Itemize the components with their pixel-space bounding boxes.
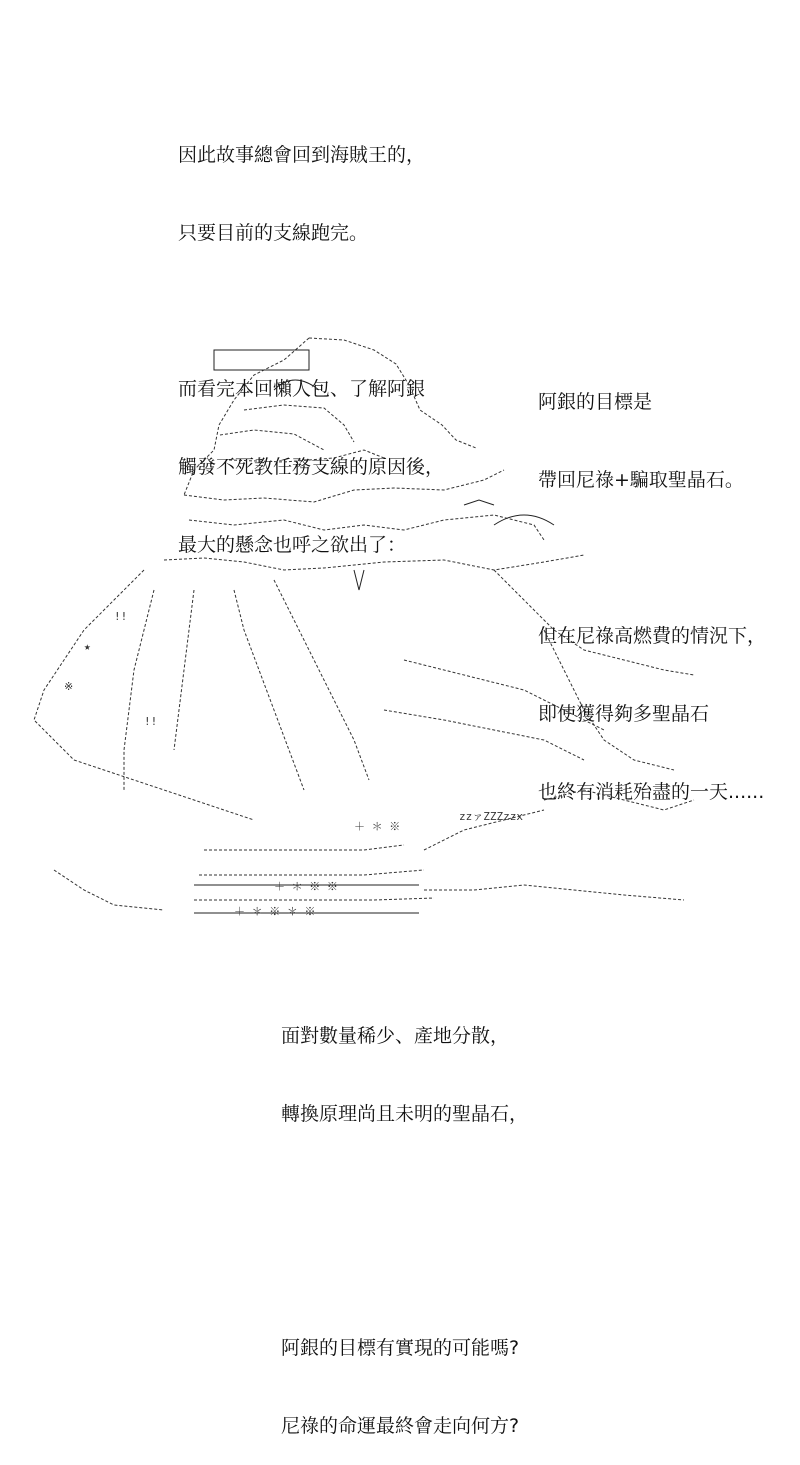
svg-text:＋ ＊ ※: ＋ ＊ ※ bbox=[354, 820, 401, 833]
question-line: 轉換原理尚且未明的聖晶石， bbox=[281, 1103, 529, 1125]
svg-text:!!: !! bbox=[114, 610, 128, 623]
ascii-art-drawing bbox=[24, 330, 724, 930]
question-line: 尼祿的命運最終會走向何方? bbox=[281, 1415, 520, 1437]
svg-text:★: ★ bbox=[84, 640, 91, 653]
svg-text:＋ ＊ ※ ※: ＋ ＊ ※ ※ bbox=[274, 880, 338, 893]
ascii-art-illustration bbox=[24, 330, 724, 930]
svg-text:＋ ＊ ※ ＊ ※: ＋ ＊ ※ ＊ ※ bbox=[234, 905, 316, 918]
intro-line: 觸發不死教任務支線的原因後， bbox=[178, 456, 445, 478]
question-text-block bbox=[281, 971, 528, 1465]
goal-line: 即使獲得夠多聖晶石 bbox=[538, 703, 710, 725]
question-line: 阿銀的目標有實現的可能嗎? bbox=[281, 1337, 520, 1359]
svg-text:!!: !! bbox=[144, 715, 158, 728]
goal-line: 帶回尼祿+騙取聖晶石。 bbox=[538, 469, 744, 491]
goal-line: 阿銀的目標是 bbox=[538, 391, 653, 413]
intro-line: 而看完本回懶人包、了解阿銀 bbox=[178, 378, 426, 400]
svg-text:※: ※ bbox=[64, 680, 74, 693]
question-line: 面對數量稀少、產地分散， bbox=[281, 1025, 510, 1047]
sound-effect-text: zzァZZZzzx bbox=[459, 810, 523, 823]
goal-line: 也終有消耗殆盡的一天...... bbox=[538, 781, 765, 803]
intro-line: 因此故事總會回到海賊王的， bbox=[178, 144, 426, 166]
intro-line: 最大的懸念也呼之欲出了： bbox=[178, 534, 407, 556]
intro-line: 只要目前的支線跑完。 bbox=[178, 222, 369, 244]
goal-line: 但在尼祿高燃費的情況下， bbox=[538, 625, 767, 647]
